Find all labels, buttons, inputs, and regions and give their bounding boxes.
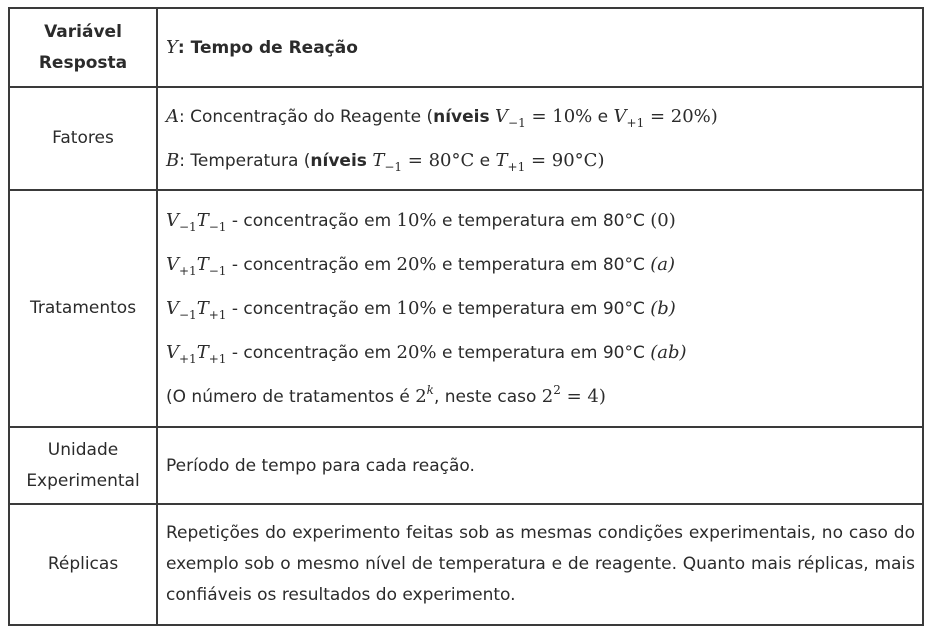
treatment-t-sub: −1 <box>208 219 227 234</box>
label-response-line1: Variável <box>44 21 122 42</box>
factor-a-high-sub: +1 <box>626 115 645 130</box>
treatment-line: $V_{-1}T_{-1}$ - concentração em 10% e temperatura em 80°C (0) <box>166 209 676 234</box>
treatment-conc: 10% <box>396 209 437 231</box>
treatment-text-temp: e temperatura em <box>436 210 603 231</box>
note-mid: , neste caso <box>433 386 542 407</box>
treatment-conc: 10% <box>396 297 437 319</box>
treatment-code: (0) <box>650 209 676 231</box>
note-base2: 2 <box>541 385 554 407</box>
treatment-temp: 90°C <box>602 342 645 363</box>
label-response-line2: Resposta <box>38 52 128 73</box>
label-treatments: Tratamentos <box>9 190 157 427</box>
factor-b-high-var: T <box>495 149 508 171</box>
treatment-v-sub: −1 <box>179 219 197 234</box>
row-treatments <box>9 190 923 427</box>
factor-b-low-val: = 80°C <box>402 149 475 171</box>
treatment-code: (a) <box>650 253 676 275</box>
treatment-v-sub: +1 <box>179 263 197 278</box>
treatment-text-conc: - concentração em <box>226 298 397 319</box>
treatment-t-sub: +1 <box>208 307 227 322</box>
treatment-text-temp: e temperatura em <box>436 298 603 319</box>
factor-a-text: : Concentração do Reagente ( <box>179 106 434 127</box>
factor-a-low-sub: −1 <box>508 115 526 130</box>
factor-b-line <box>166 139 915 183</box>
treatment-count-note <box>166 375 915 419</box>
label-unit-line2: Experimental <box>26 470 140 491</box>
value-replicas <box>157 504 923 625</box>
value-response <box>157 8 923 87</box>
label-replicas: Réplicas <box>9 504 157 625</box>
row-unit <box>9 427 923 504</box>
factor-a-levels-word: níveis <box>433 106 490 127</box>
label-unit-line1: Unidade <box>47 439 119 460</box>
note-exp: k <box>426 382 434 397</box>
factor-b-low-var: T <box>372 149 385 171</box>
treatment-code: (b) <box>650 297 676 319</box>
value-factors <box>157 87 923 190</box>
row-replicas <box>9 504 923 625</box>
factor-b-high-sub: +1 <box>507 159 526 174</box>
treatment-line: $V_{-1}T_{+1}$ - concentração em 10% e temperatura em 90°C (b) <box>166 297 676 322</box>
factor-a-low-var: V <box>495 105 509 127</box>
factor-b-high-val: = 90°C) <box>525 149 605 171</box>
value-unit: Período de tempo para cada reação. <box>157 427 923 504</box>
treatment-line: $V_{+1}T_{+1}$ - concentração em 20% e temperatura em 90°C (ab) <box>166 341 687 366</box>
factor-a-and: e <box>592 106 614 127</box>
row-factors <box>9 87 923 190</box>
factor-b-and: e <box>474 150 496 171</box>
treatment-conc: 20% <box>396 253 437 275</box>
factor-b-symbol: B <box>166 149 180 171</box>
factor-b-text: : Temperatura ( <box>179 150 311 171</box>
treatment-text-temp: e temperatura em <box>436 342 603 363</box>
treatment-text-temp: e temperatura em <box>436 254 603 275</box>
note-exp2: 2 <box>553 382 561 397</box>
treatment-t-sub: −1 <box>208 263 227 278</box>
treatment-text-conc: - concentração em <box>226 254 397 275</box>
experimental-design-table <box>8 7 924 626</box>
treatment-code: (ab) <box>650 341 687 363</box>
treatment-t-sub: +1 <box>208 351 227 366</box>
factor-a-high-var: V <box>613 105 627 127</box>
treatment-temp: 80°C <box>602 210 645 231</box>
label-factors: Fatores <box>9 87 157 190</box>
replicas-text: Repetições do experimento feitas sob as mesmas condições experimentais, no caso do exemplo sob o mesmo nível de temperatura e de reagente. Quanto mais réplicas, mais confiáveis os resultados do experimento. <box>166 523 915 605</box>
factor-a-line <box>166 95 915 139</box>
note-base: 2 <box>415 385 427 407</box>
factor-a-high-val: = 20%) <box>644 105 718 127</box>
treatment-text-conc: - concentração em <box>226 210 397 231</box>
row-response <box>9 8 923 87</box>
factor-b-levels-word: níveis <box>310 150 367 171</box>
treatment-v-sub: −1 <box>179 307 197 322</box>
treatment-line: $V_{+1}T_{-1}$ - concentração em 20% e temperatura em 80°C (a) <box>166 253 676 278</box>
treatment-text-conc: - concentração em <box>226 342 397 363</box>
note-open: (O número de tratamentos é <box>166 386 416 407</box>
response-symbol: Y <box>166 37 178 58</box>
note-result: = 4) <box>560 385 606 407</box>
label-response <box>9 8 157 87</box>
treatment-temp: 90°C <box>602 298 645 319</box>
factor-b-low-sub: −1 <box>384 159 403 174</box>
value-treatments <box>157 190 923 427</box>
factor-a-symbol: A <box>166 105 179 127</box>
response-text: : Tempo de Reação <box>177 38 358 58</box>
label-unit <box>9 427 157 504</box>
treatment-v-sub: +1 <box>179 351 197 366</box>
factor-a-low-val: = 10% <box>525 105 593 127</box>
treatment-temp: 80°C <box>602 254 645 275</box>
treatment-conc: 20% <box>396 341 437 363</box>
